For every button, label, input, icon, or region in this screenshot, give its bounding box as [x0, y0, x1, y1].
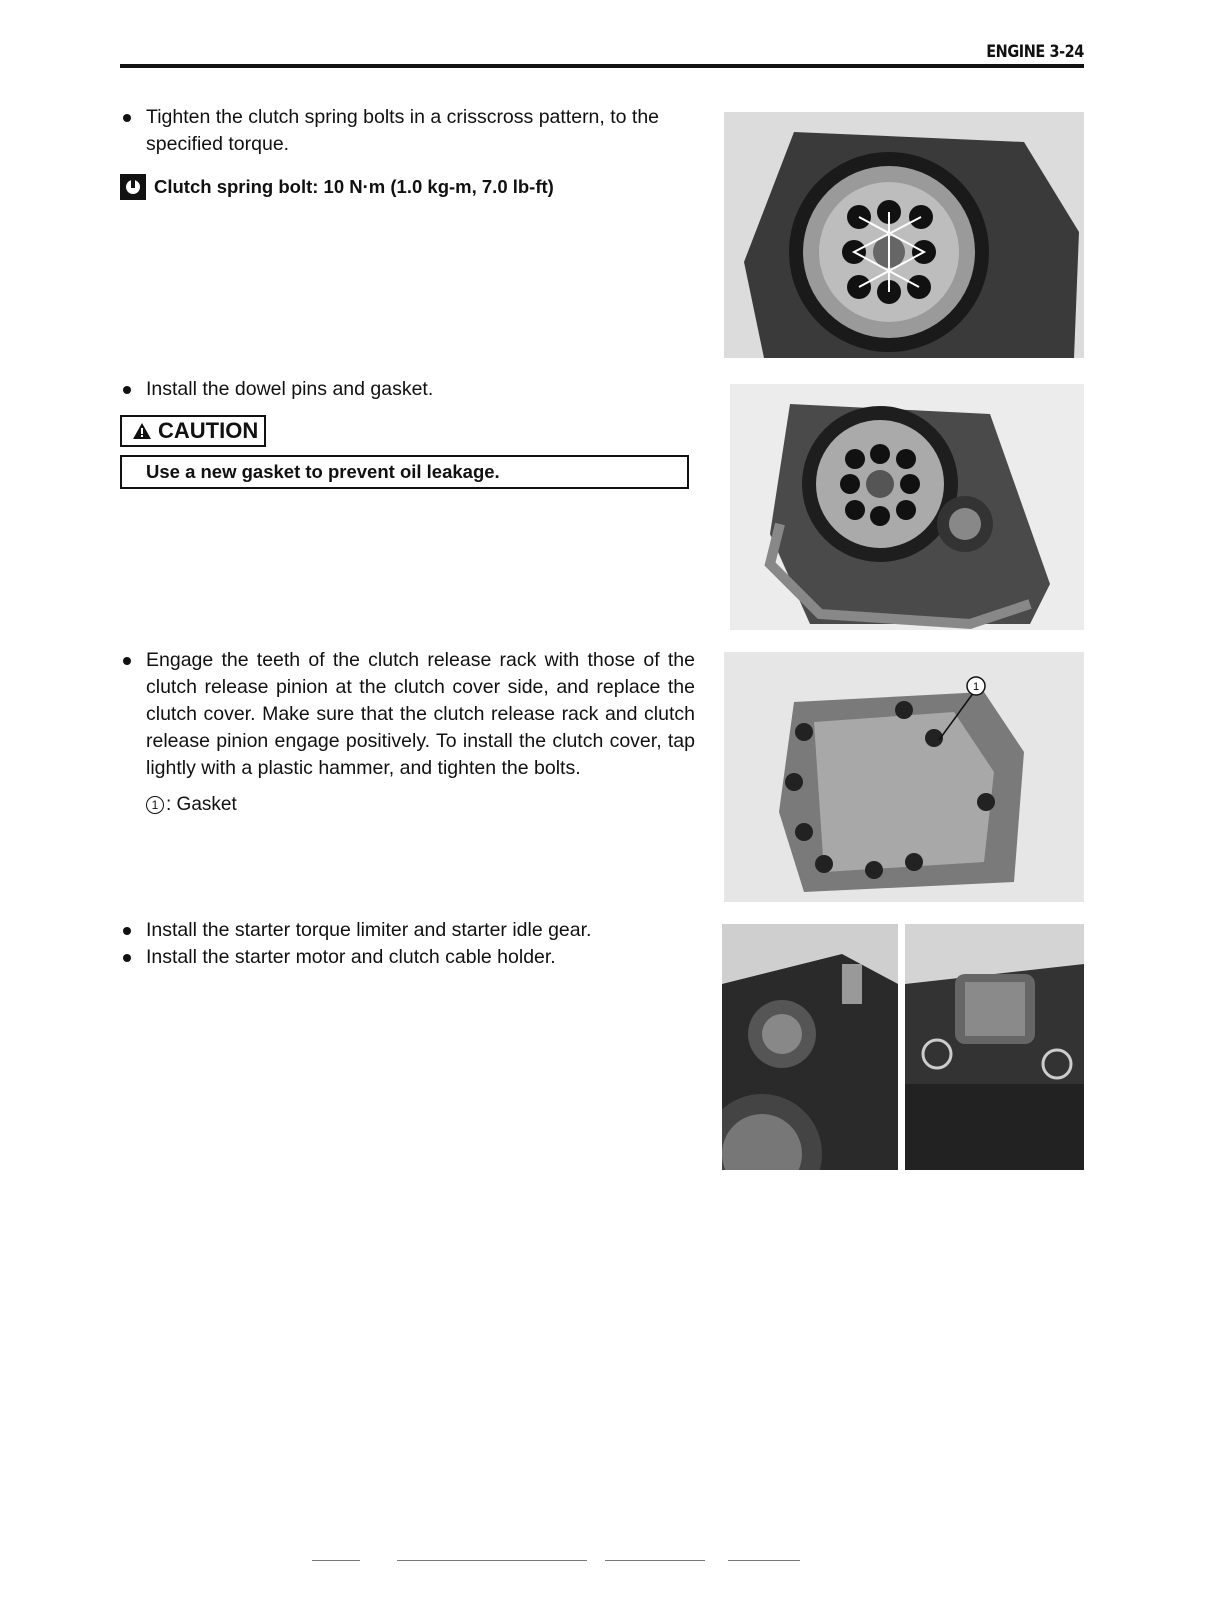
- caution-label: CAUTION: [120, 415, 266, 447]
- step-dowel-pins-gasket: [120, 376, 695, 489]
- footer-artifact: [605, 1560, 705, 1561]
- torque-spec-text: Clutch spring bolt: 10 N·m (1.0 kg-m, 7.0 lb-ft): [154, 176, 554, 197]
- instruction-text: Engage the teeth of the clutch release rack with those of the clutch release pinion at the clutch cover side, and replace the clutch cover. Make sure that the clutch release rack and clutch release pinion engage positively. To install the clutch cover, tap lightly with a plastic hammer, and tighten the bolts.: [120, 647, 695, 782]
- footer-artifact: [728, 1560, 800, 1561]
- instruction-text-1: Install the starter torque limiter and starter idle gear.: [120, 917, 695, 944]
- instruction-text: Tighten the clutch spring bolts in a crisscross pattern, to the specified torque.: [120, 104, 695, 158]
- photo-starter-motor: [905, 924, 1084, 1170]
- torque-spec: [120, 174, 695, 200]
- page-header: [120, 40, 1084, 70]
- warning-triangle-icon: [132, 422, 152, 440]
- photo-clutch-cover: [724, 652, 1084, 902]
- photo-clutch-spring-bolts: [724, 112, 1084, 358]
- step-clutch-cover: [120, 647, 695, 816]
- step-clutch-spring-bolts: [120, 104, 695, 200]
- header-rule: [120, 64, 1084, 68]
- section-page-label: ENGINE 3-24: [986, 42, 1084, 62]
- caution-box: [120, 455, 689, 489]
- instruction-text-2: Install the starter motor and clutch cable holder.: [120, 944, 695, 971]
- reference-note: [120, 794, 695, 816]
- footer-artifact: [312, 1560, 360, 1561]
- instruction-text: Install the dowel pins and gasket.: [120, 376, 695, 403]
- step-starter-components: [120, 917, 695, 971]
- torque-wrench-icon: [120, 174, 146, 200]
- footer-artifact: [397, 1560, 587, 1561]
- photo-callout-number: 1: [972, 681, 980, 693]
- photo-dowel-pins-gasket: [730, 384, 1084, 630]
- caution-text: Use a new gasket to prevent oil leakage.: [146, 461, 500, 482]
- reference-text: : Gasket: [166, 794, 237, 815]
- photo-starter-idle-gear: [722, 924, 898, 1170]
- reference-number: 1: [146, 796, 164, 814]
